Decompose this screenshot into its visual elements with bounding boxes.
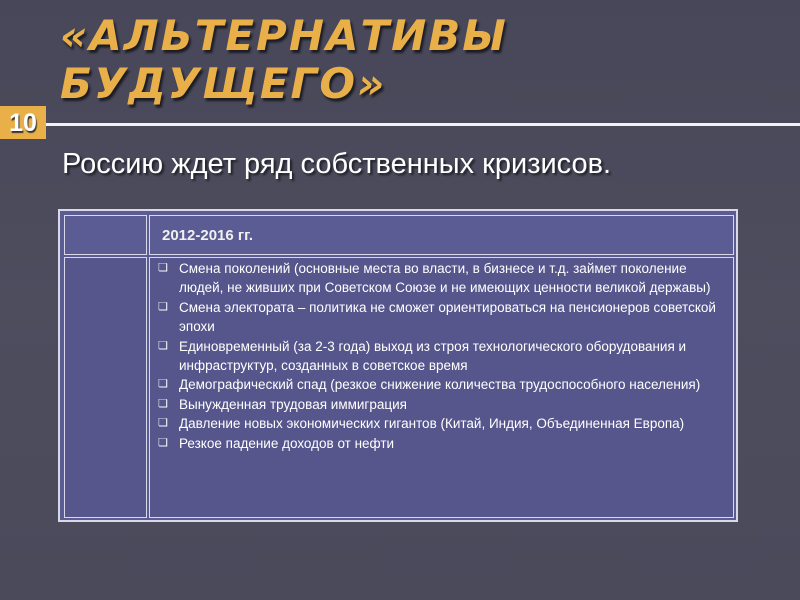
list-item-text: Смена поколений (основные места во власти, в бизнесе и т.д. займет поколение людей, не живших при Советском Союзе и не имеющих ценности великой державы) <box>179 261 711 296</box>
table-body-left-cell <box>64 257 147 518</box>
list-item-text: Вынужденная трудовая иммиграция <box>179 396 407 412</box>
checkbox-bullet-icon: ❏ <box>158 378 168 391</box>
checkbox-bullet-icon: ❏ <box>158 300 168 313</box>
checkbox-bullet-icon: ❏ <box>158 436 168 449</box>
list-item <box>150 434 733 453</box>
list-item <box>150 375 733 394</box>
period-label: 2012-2016 гг. <box>162 227 254 244</box>
table-header-left-cell <box>64 215 147 255</box>
list-item-text: Смена электората – политика не сможет ориентироваться на пенсионеров советской эпохи <box>179 299 716 335</box>
title-divider-line <box>46 123 800 126</box>
checkbox-bullet-icon: ❏ <box>158 397 168 410</box>
checkbox-bullet-icon: ❏ <box>158 339 168 352</box>
list-item <box>150 298 733 337</box>
list-item <box>150 395 733 414</box>
slide-subtitle: Россию ждет ряд собственных кризисов. <box>62 148 612 180</box>
list-item <box>150 414 733 433</box>
list-item <box>150 259 733 298</box>
checkbox-bullet-icon: ❏ <box>158 262 168 274</box>
crisis-table <box>58 209 738 522</box>
list-item <box>150 337 733 376</box>
crisis-list <box>150 259 733 453</box>
list-item-text: Единовременный (за 2-3 года) выход из строя технологического оборудования и инфраструктур, созданных в советское время <box>179 338 687 374</box>
list-item-text: Давление новых экономических гигантов (Китай, Индия, Объединенная Европа) <box>179 416 685 432</box>
list-item-text: Резкое падение доходов от нефти <box>179 435 395 451</box>
checkbox-bullet-icon: ❏ <box>158 417 168 430</box>
slide-title: «АЛЬТЕРНАТИВЫ БУДУЩЕГО» <box>60 11 508 108</box>
table-body-right-cell <box>149 257 734 518</box>
table-header-right-cell <box>149 215 734 255</box>
list-item-text: Демографический спад (резкое снижение количества трудоспособного населения) <box>179 377 701 393</box>
slide-number: 10 <box>9 109 37 137</box>
